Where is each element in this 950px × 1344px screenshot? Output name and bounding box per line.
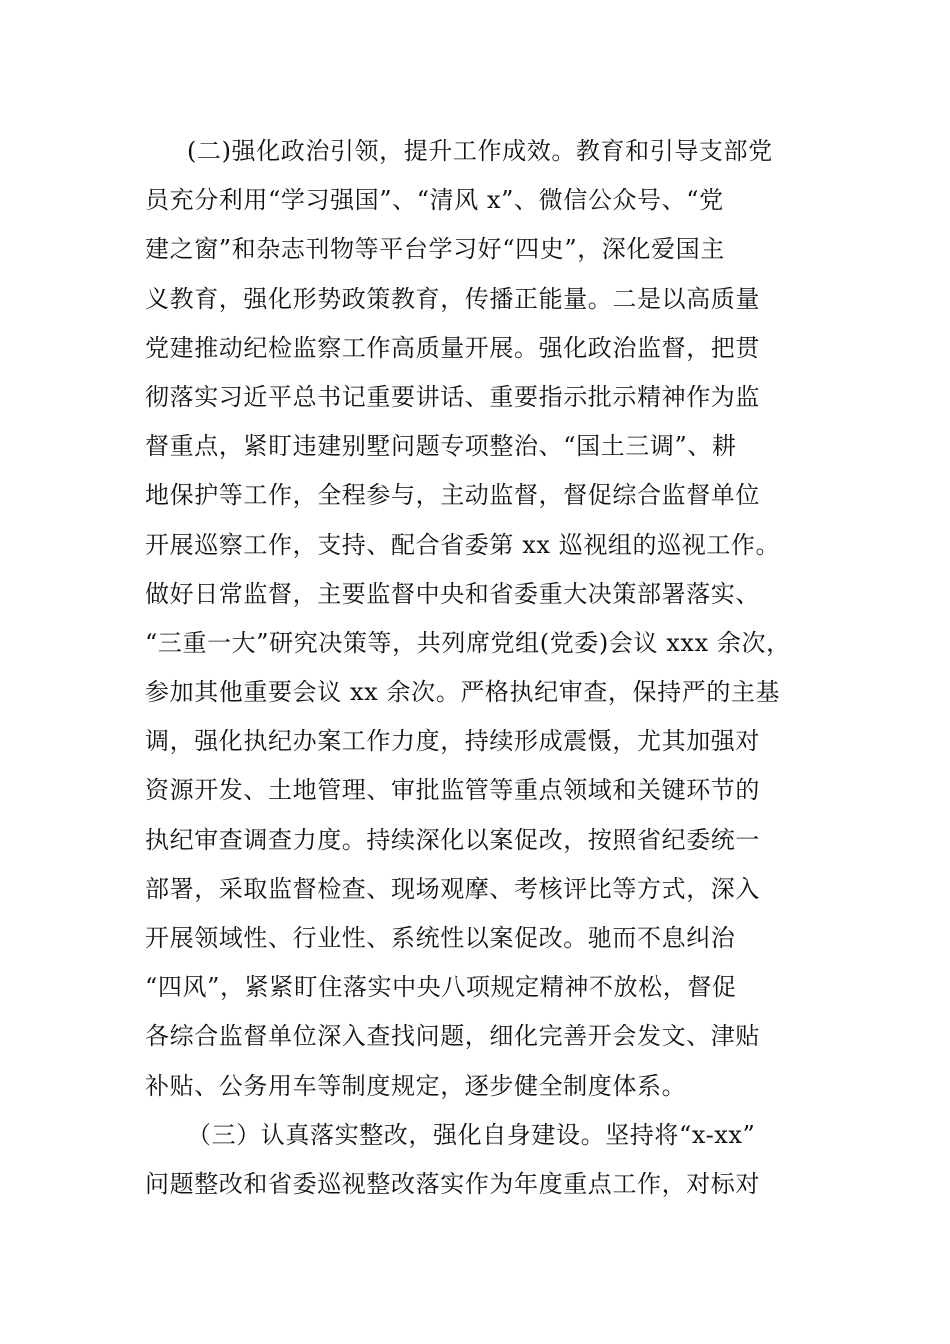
text-line: 义教育，强化形势政策教育，传播正能量。二是以高质量 (145, 284, 760, 313)
text-line: 执纪审查调查力度。持续深化以案促改，按照省纪委统一 (145, 825, 760, 854)
text-line: 部署，采取监督检查、现场观摩、考核评比等方式，深入 (145, 874, 760, 903)
text-line: （三）认真落实整改，强化自身建设。坚持将“x-xx” (187, 1120, 756, 1149)
text-line: 开展领域性、行业性、系统性以案促改。驰而不息纠治 (145, 924, 736, 952)
text-line: 问题整改和省委巡视整改落实作为年度重点工作，对标对 (145, 1169, 760, 1198)
text-line: 调，强化执纪办案工作力度，持续形成震慑，尤其加强对 (145, 727, 760, 756)
text-line: 地保护等工作，全程参与，主动监督，督促综合监督单位 (145, 481, 760, 510)
text-line: 彻落实习近平总书记重要讲话、重要指示批示精神作为监 (145, 382, 760, 411)
text-line: 资源开发、土地管理、审批监管等重点领域和关键环节的 (145, 776, 760, 805)
text-line: 党建推动纪检监察工作高质量开展。强化政治监督，把贯 (145, 333, 760, 362)
text-line: “四风”，紧紧盯住落实中央八项规定精神不放松，督促 (145, 973, 737, 1002)
text-line: (二)强化政治引领，提升工作成效。教育和引导支部党 (187, 137, 773, 165)
text-line: 补贴、公务用车等制度规定，逐步健全制度体系。 (145, 1071, 687, 1100)
document-body (145, 127, 810, 1209)
text-line: 督重点，紧盯违建别墅问题专项整治、“国土三调”、耕 (145, 432, 737, 461)
text-line: “三重一大”研究决策等，共列席党组(党委)会议 xxx 余次， (145, 628, 791, 657)
text-line: 开展巡察工作，支持、配合省委第 xx 巡视组的巡视工作。 (145, 530, 781, 559)
text-line: 建之窗”和杂志刊物等平台学习好“四史”，深化爱国主 (145, 235, 725, 264)
text-line: 参加其他重要会议 xx 余次。严格执纪审查，保持严的主基 (145, 678, 781, 707)
text-line: 各综合监督单位深入查找问题，细化完善开会发文、津贴 (145, 1022, 760, 1051)
text-line: 做好日常监督，主要监督中央和省委重大决策部署落实、 (145, 579, 760, 608)
text-line: 员充分利用“学习强国”、“清风 x”、微信公众号、“党 (145, 186, 724, 215)
